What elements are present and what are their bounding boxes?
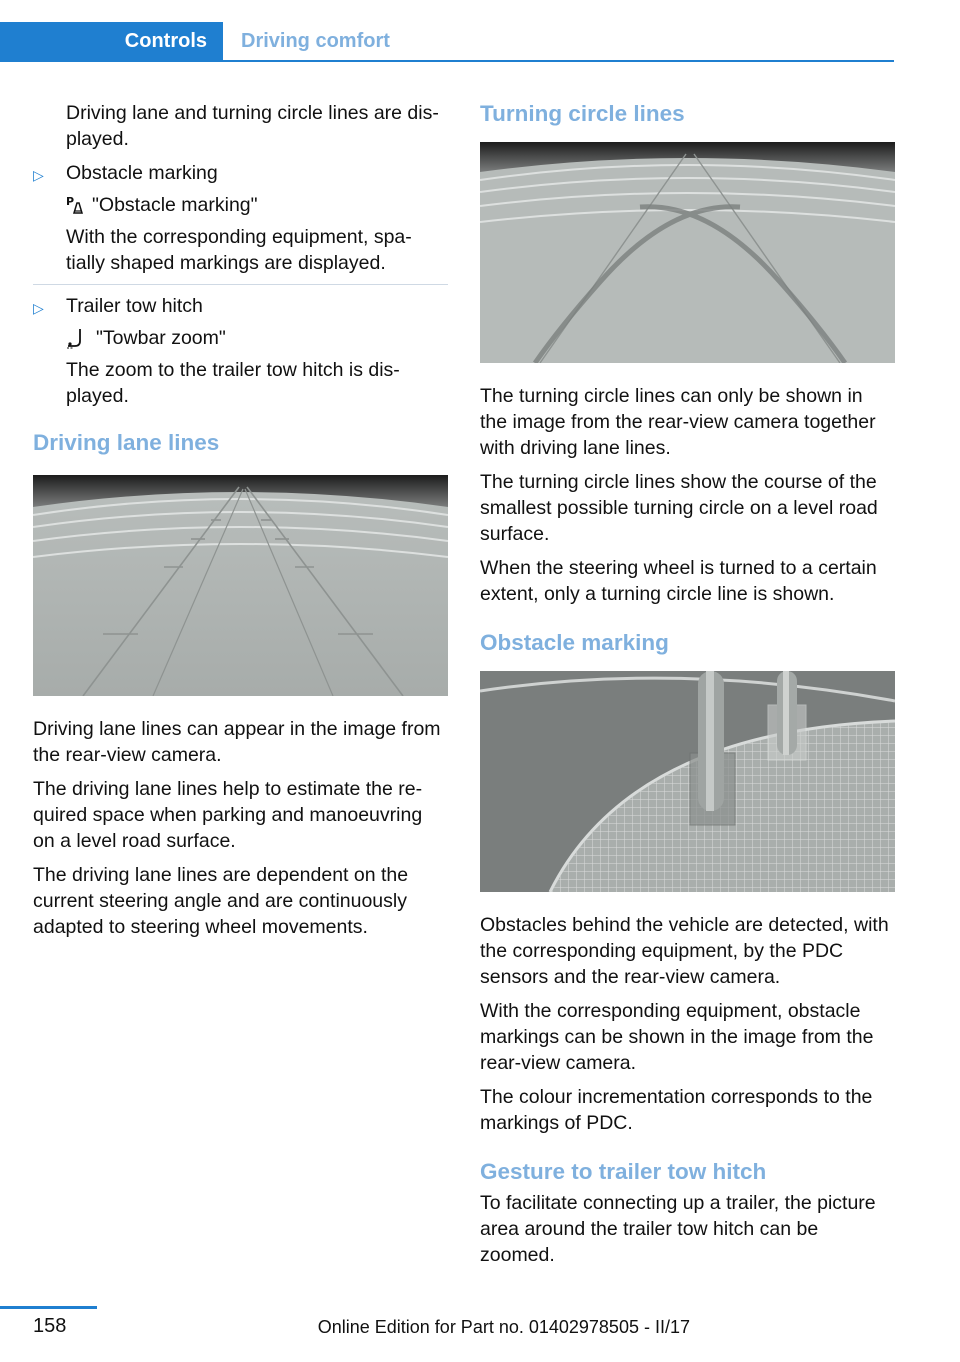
obstacle-option-label: "Obstacle marking" [92, 194, 258, 216]
section-tab[interactable]: Controls [0, 22, 223, 60]
turning-circle-paragraph-1: The turning circle lines can only be shown in the image from the rear-view camera together with driving lane lines. [480, 385, 876, 459]
footer-rule [0, 1306, 97, 1309]
obstacle-marking-figure [480, 671, 895, 892]
driving-lane-figure [33, 475, 448, 696]
obstacle-marking-paragraph-1: Obstacles behind the vehicle are detected, with the corresponding equipment, by the PDC sensors and the rear-view camera. [480, 914, 889, 988]
trailer-list-item [33, 293, 448, 319]
turning-circle-paragraph-2: The turning circle lines show the course of the smallest possible turning circle on a level road surface. [480, 471, 878, 545]
gesture-heading: Gesture to trailer tow hitch [480, 1159, 767, 1184]
turning-circle-figure [480, 142, 895, 363]
obstacle-marking-paragraph-2: With the corresponding equipment, obstacle markings can be shown in the image from the rear-view camera. [480, 1000, 874, 1074]
trailer-option-label: "Towbar zoom" [96, 327, 226, 349]
right-column [480, 100, 895, 1276]
edition-note: Online Edition for Part no. 01402978505 - II/17 [317, 1317, 690, 1337]
turning-circle-heading: Turning circle lines [480, 101, 685, 126]
obstacle-list-item [33, 160, 448, 186]
obstacle-marking-heading: Obstacle marking [480, 630, 669, 655]
item-divider [33, 284, 448, 285]
trailer-item-title: Trailer tow hitch [66, 295, 203, 317]
driving-lane-paragraph-1: Driving lane lines can appear in the image from the rear-view camera. [33, 718, 441, 766]
trailer-option [33, 325, 448, 351]
svg-text:P: P [66, 195, 75, 208]
driving-lane-paragraph-3: The driving lane lines are dependent on the current steering angle and are continuously adapted to steering wheel movements. [33, 864, 409, 938]
obstacle-item-description: With the corresponding equipment, spa-tially shaped markings are displayed. [66, 226, 412, 274]
driving-lane-heading: Driving lane lines [33, 430, 220, 455]
header-rule [0, 60, 894, 62]
trailer-item-description: The zoom to the trailer tow hitch is dis-played. [66, 359, 400, 407]
triangle-bullet-icon: ▷ [33, 300, 44, 316]
left-column [33, 100, 448, 948]
header-tabs [0, 22, 894, 62]
gesture-paragraph: To facilitate connecting up a trailer, the picture area around the trailer tow hitch can be zoomed. [480, 1192, 876, 1266]
page-number: 158 [33, 1315, 67, 1337]
intro-text: Driving lane and turning circle lines are dis-played. [66, 102, 439, 150]
towbar-icon [66, 327, 88, 349]
obstacle-option [33, 192, 448, 218]
obstacle-marking-icon [66, 195, 84, 215]
subsection-tab[interactable]: Driving comfort [241, 29, 390, 52]
triangle-bullet-icon: ▷ [33, 167, 44, 183]
driving-lane-paragraph-2: The driving lane lines help to estimate the re-quired space when parking and manoeuvring on a level road surface. [33, 778, 423, 852]
obstacle-item-title: Obstacle marking [66, 162, 218, 184]
obstacle-marking-paragraph-3: The colour incrementation corresponds to the markings of PDC. [480, 1086, 873, 1134]
turning-circle-paragraph-3: When the steering wheel is turned to a certain extent, only a turning circle line is shown. [480, 557, 877, 605]
